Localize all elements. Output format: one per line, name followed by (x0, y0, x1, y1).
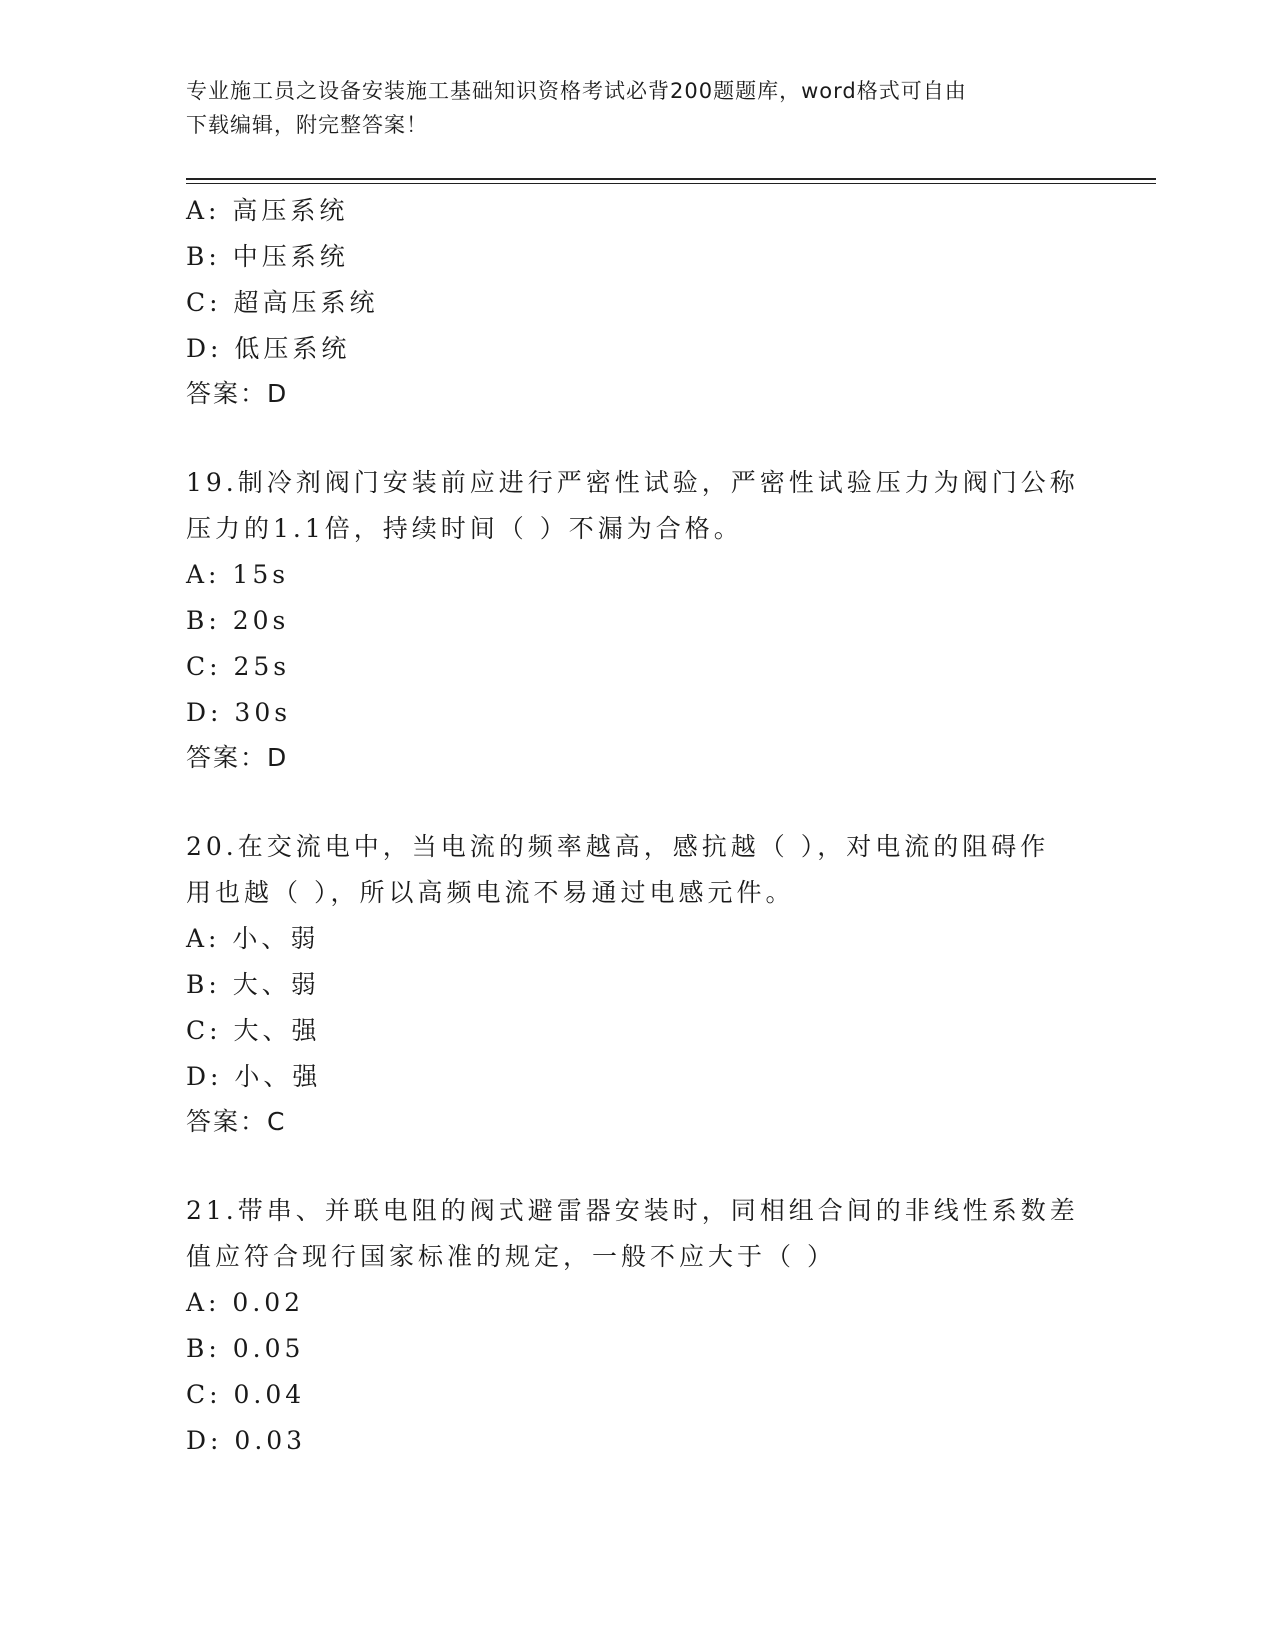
question-19 (186, 460, 1086, 780)
question-18-options (186, 188, 1086, 416)
option-a: A: 15s (186, 560, 290, 589)
header-rule-thick (186, 178, 1156, 180)
option-a: A: 0.02 (186, 1288, 305, 1317)
option-d: D: 30s (186, 698, 292, 727)
option-a: A: 高压系统 (186, 196, 349, 225)
option-b: B: 20s (186, 606, 290, 635)
question-text-line-1: 19.制冷剂阀门安装前应进行严密性试验，严密性试验压力为阀门公称 (186, 468, 1079, 497)
option-d: D: 低压系统 (186, 334, 351, 363)
header-line-2: 下载编辑，附完整答案！ (186, 113, 428, 137)
question-text-line-1: 21.带串、并联电阻的阀式避雷器安装时，同相组合间的非线性系数差 (186, 1196, 1079, 1225)
option-d: D: 小、强 (186, 1062, 322, 1091)
answer-line: 答案：D (186, 379, 289, 408)
question-text-line-2: 压力的1.1倍，持续时间（ ）不漏为合格。 (186, 514, 743, 543)
spacer (186, 416, 1086, 460)
option-d: D: 0.03 (186, 1426, 307, 1455)
answer-line: 答案：D (186, 743, 289, 772)
document-content (186, 188, 1086, 1464)
header-line-1: 专业施工员之设备安装施工基础知识资格考试必背200题题库，word格式可自由 (186, 79, 967, 103)
question-text-line-2: 值应符合现行国家标准的规定，一般不应大于（ ） (186, 1242, 836, 1271)
option-b: B: 中压系统 (186, 242, 349, 271)
question-text-line-2: 用也越（ ），所以高频电流不易通过电感元件。 (186, 878, 795, 907)
option-c: C: 超高压系统 (186, 288, 379, 317)
header-rule-thin (186, 183, 1156, 184)
answer-line: 答案：C (186, 1107, 287, 1136)
question-21 (186, 1188, 1086, 1464)
question-text-line-1: 20.在交流电中，当电流的频率越高，感抗越（ ），对电流的阻碍作 (186, 832, 1050, 861)
option-c: C: 大、强 (186, 1016, 321, 1045)
document-header (186, 74, 1086, 142)
spacer (186, 1144, 1086, 1188)
option-c: C: 0.04 (186, 1380, 306, 1409)
option-b: B: 大、弱 (186, 970, 320, 999)
spacer (186, 780, 1086, 824)
option-b: B: 0.05 (186, 1334, 305, 1363)
option-a: A: 小、弱 (186, 924, 320, 953)
question-20 (186, 824, 1086, 1144)
option-c: C: 25s (186, 652, 291, 681)
